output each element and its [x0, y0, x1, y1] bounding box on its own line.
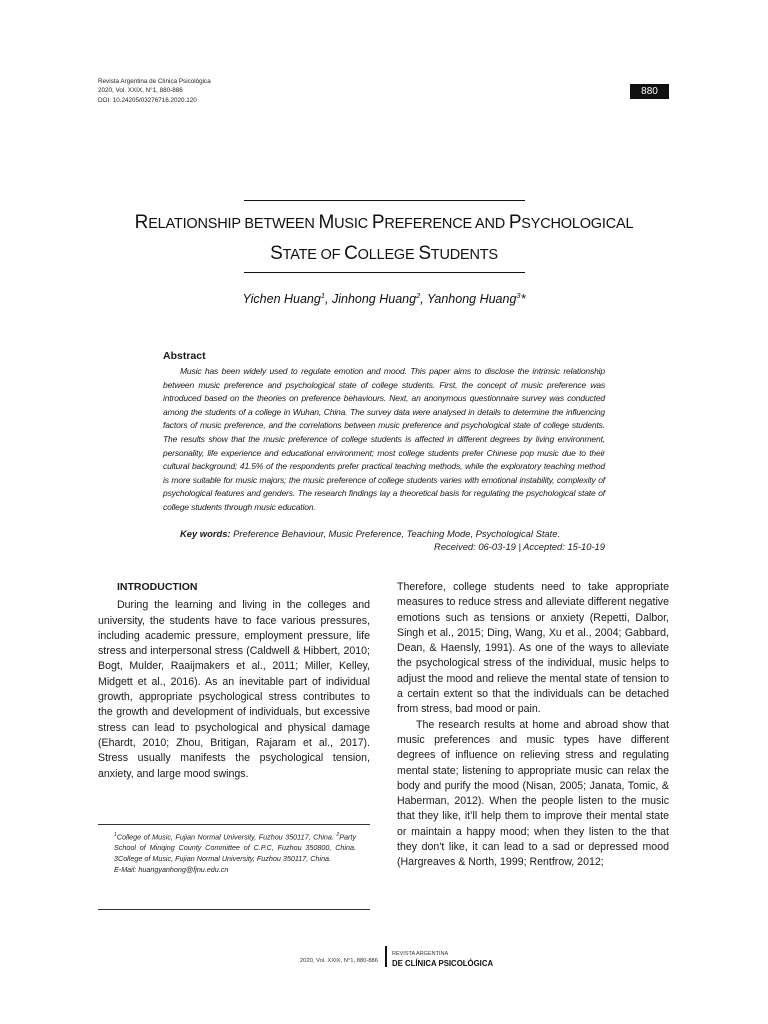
affiliation-2: Party School of Minqing County Committee of C.P.C, Fuzhou 350800, China. 3College of Music, Fujian Normal University, Fuzhou 350117, China. [114, 832, 356, 863]
title-segment: TATE OF [282, 247, 345, 263]
affiliation-1: College of Music, Fujian Normal University, Fuzhou 350117, China. [116, 832, 337, 842]
title-segment: OLLEGE [357, 247, 419, 263]
footer-journal-line-1: REVISTA ARGENTINA [392, 951, 449, 957]
author-affiliation-marker: 1 [320, 291, 326, 300]
abstract-heading: Abstract [163, 350, 206, 362]
footer-divider [385, 946, 387, 967]
title-segment: P [508, 212, 522, 233]
title-segment: S [418, 243, 431, 264]
doi: DOI: 10.24205/03276716.2020.120 [98, 96, 197, 104]
title-segment: P [371, 212, 385, 233]
footnote-marker: 2 [336, 832, 340, 838]
title-line-1 [98, 208, 670, 239]
body-paragraph: During the learning and living in the colleges and university, the students have to face various pressures, including academic pressure, employment pressure, life stress and interpersonal stress (Caldwell & Hibbert, 2010; Bogt, Mulder, Raaijmakers et al., 2011; Miller, Kelley, Midgett et al., 2016). As an inevitable part of individual growth, appropriate psychological stress contributes to the growth and development of individuals, but excessive stress can lead to psychological and physical damage (Ehardt, 2010; Zhou, Britigan, Rajaram et al., 2017). Stress usually manifests the psychological tension, anxiety, and large mood swings. [98, 599, 370, 780]
author-affiliation-marker: 2 [416, 291, 421, 300]
footnote-rule-top [98, 824, 370, 825]
title-segment: TUDENTS [430, 247, 498, 263]
abstract-text: Music has been widely used to regulate emotion and mood. This paper aims to disclose the intrinsic relationship between music preference and psychological state of college students. First, the concept of music preference was introduced based on the theories on preference behaviours. Next, an anonymous questionnaire survey was conducted among the students of a college in Wuhan, China. The survey data were analysed in details to determine the influencing factors of music preference, and the correlations between music preference and psychological state of college students. The results show that the music preference of college students is affected in different degrees by living environment, personality, life experience and educational environment; most college students prefer Chinese pop music due to their cultural background; 41.5% of the respondents prefer practical teaching methods, while the exploratory teaching method is more suitable for music majors; the music preference of college students varies with emotional instability, complexity of psychological features and genders. The research findings lay a theoretical basis for regulating the psychological state of college students through music education. [163, 366, 605, 512]
author-separator: * [520, 292, 526, 307]
right-column [397, 580, 669, 871]
article-title [98, 208, 670, 270]
title-rule-top [244, 200, 525, 201]
title-segment: SYCHOLOGICAL [521, 216, 634, 232]
author-list [98, 291, 670, 306]
journal-header [98, 77, 211, 105]
left-column [98, 580, 370, 782]
keywords-text: Preference Behaviour, Music Preference, Teaching Mode, Psychological State. [233, 528, 561, 539]
title-line-2 [98, 239, 670, 270]
title-segment: C [344, 243, 358, 264]
page-number-badge: 880 [630, 84, 669, 99]
title-segment: USIC [334, 216, 372, 232]
title-segment: ELATIONSHIP BETWEEN [148, 216, 319, 232]
title-segment: M [318, 212, 335, 233]
footer-journal-line-2: DE CLÍNICA PSICOLÓGICA [392, 959, 494, 968]
title-segment: REFERENCE AND [384, 216, 509, 232]
author-name: Jinhong Huang [331, 292, 417, 307]
section-heading-introduction: INTRODUCTION [117, 581, 198, 593]
footnote-rule-bottom [98, 909, 370, 910]
contact-email: E-Mail: huangyanhong@fjnu.edu.cn [114, 864, 229, 874]
keywords-line [180, 527, 605, 541]
received-accepted-dates: Received: 06-03-19 | Accepted: 15-10-19 [434, 541, 605, 552]
author-name: Yanhong Huang [426, 292, 517, 307]
volume-line: 2020, Vol. XXIX, N°1, 880-886 [98, 87, 183, 95]
body-paragraph: Therefore, college students need to take appropriate measures to reduce stress and alleviate different negative emotions such as tensions or anxiety (Repetti, Dalbor, Singh et al., 2015; Ding, Wang, Xu et al., 2004; Gabbard, Dean, & Haensly, 1991). As one of the ways to alleviate the psychological stress of the individual, music helps to adjust the mood and relieve the mental state of tension to a certain extent so that the individuals can be detached from stress, bad mood or pain. [397, 581, 669, 716]
title-segment: R [134, 212, 149, 233]
footer-journal [392, 950, 493, 968]
footer-citation: 2020, Vol. XXIX, N°1, 880-886 [299, 958, 378, 964]
journal-name: Revista Argentina de Clínica Psicológica [98, 78, 211, 85]
author-name: Yichen Huang [242, 292, 321, 307]
affiliation-footnote [114, 830, 356, 876]
keywords-label: Key words: [180, 528, 231, 539]
author-separator: , [420, 292, 427, 307]
footnote-marker: 1 [114, 832, 117, 838]
body-paragraph: The research results at home and abroad show that music preferences and music types have different degrees of influence on relieving stress and regulating mental state; listening to appropriate music can relax the body and purify the mood (Nisan, 2005; Janata, Tomic, & Haberman, 2012). When the people listen to the music that they like, it’ll help them to improve their mental state or maintain a happy mood; when they listen to the that they don't like, it can lead to a sad or depressed mood (Hargreaves & North, 1999; Rentfrow, 2012; [397, 718, 669, 869]
author-separator: , [325, 292, 332, 307]
title-segment: S [270, 243, 283, 264]
author-affiliation-marker: 3 [516, 291, 521, 300]
title-rule-bottom [244, 272, 525, 273]
